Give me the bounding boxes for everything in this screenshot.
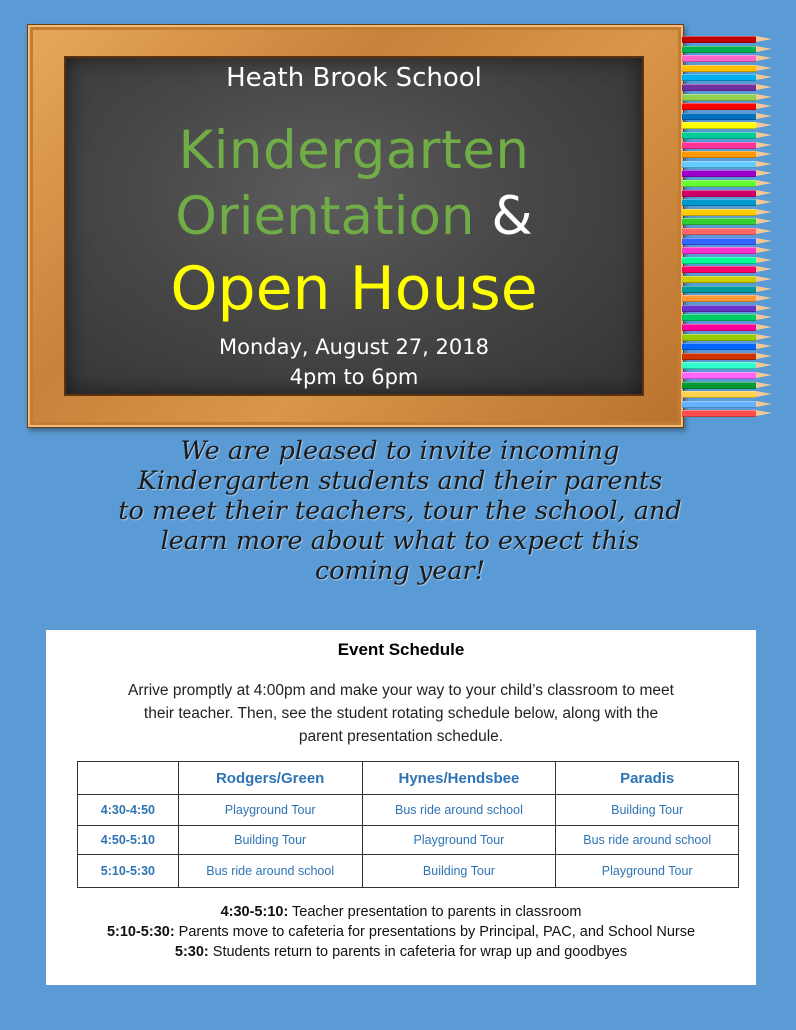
pencil xyxy=(682,382,756,389)
pencil xyxy=(682,161,756,168)
pencil xyxy=(682,257,756,264)
invitation-line: learn more about what to expect this xyxy=(160,526,640,556)
pencil-tip xyxy=(756,353,772,359)
pencil xyxy=(682,74,756,81)
pencil xyxy=(682,401,756,408)
invitation-line: We are pleased to invite incoming xyxy=(180,436,620,466)
pencil xyxy=(682,36,756,43)
pencil xyxy=(682,391,756,398)
pencil-tip xyxy=(756,46,772,52)
pencil-tip xyxy=(756,334,772,340)
table-cell: Bus ride around school xyxy=(178,855,362,888)
arrival-line: Arrive promptly at 4:00pm and make your way to your child’s classroom to meet xyxy=(128,682,674,699)
pencil-tip xyxy=(756,218,772,224)
note-text: Students return to parents in cafeteria for wrap up and goodbyes xyxy=(208,944,628,960)
pencil-tip xyxy=(756,238,772,244)
pencil xyxy=(682,65,756,72)
pencil xyxy=(682,55,756,62)
title-orientation-line xyxy=(66,186,642,247)
table-cell: Building Tour xyxy=(362,855,556,888)
pencil-tip xyxy=(756,372,772,378)
table-header-hynes-hendsbee: Hynes/Hendsbee xyxy=(362,762,556,795)
chalkboard xyxy=(64,56,644,396)
pencil-tip xyxy=(756,180,772,186)
table-header-row xyxy=(78,762,739,795)
table-cell: Bus ride around school xyxy=(556,826,739,855)
pencil-tip xyxy=(756,247,772,253)
pencil-tip xyxy=(756,122,772,128)
pencil-tip xyxy=(756,401,772,407)
pencil xyxy=(682,209,756,216)
pencil-tip xyxy=(756,161,772,167)
pencil-tip xyxy=(756,382,772,388)
pencil xyxy=(682,276,756,283)
table-header-rodgers-green: Rodgers/Green xyxy=(178,762,362,795)
title-kindergarten: Kindergarten xyxy=(178,120,530,181)
note-line xyxy=(46,902,756,922)
event-time: 4pm to 6pm xyxy=(289,365,419,389)
rotation-schedule-table xyxy=(77,761,739,888)
table-row xyxy=(78,795,739,826)
pencil xyxy=(682,372,756,379)
pencil-tip xyxy=(756,209,772,215)
pencil-tip xyxy=(756,142,772,148)
pencil-tip xyxy=(756,391,772,397)
pencil xyxy=(682,190,756,197)
pencil-tip xyxy=(756,295,772,301)
pencil-tip xyxy=(756,228,772,234)
time-slot: 5:10-5:30 xyxy=(78,855,179,888)
table-row xyxy=(78,826,739,855)
pencil xyxy=(682,305,756,312)
pencil-tip xyxy=(756,305,772,311)
pencil xyxy=(682,295,756,302)
pencil xyxy=(682,199,756,206)
pencil-tip xyxy=(756,151,772,157)
note-time: 4:30-5:10: xyxy=(220,904,289,920)
pencil xyxy=(682,103,756,110)
pencil-tip xyxy=(756,94,772,100)
pencil xyxy=(682,180,756,187)
pencil xyxy=(682,84,756,91)
pencil xyxy=(682,314,756,321)
pencil xyxy=(682,247,756,254)
table-cell: Playground Tour xyxy=(178,795,362,826)
arrival-instructions xyxy=(54,679,748,748)
pencil xyxy=(682,132,756,139)
pencil xyxy=(682,113,756,120)
invitation-line: coming year! xyxy=(315,556,485,586)
pencil-tip xyxy=(756,257,772,263)
pencil xyxy=(682,324,756,331)
table-header-paradis: Paradis xyxy=(556,762,739,795)
pencil-tip xyxy=(756,84,772,90)
pencil-tip xyxy=(756,362,772,368)
pencil xyxy=(682,286,756,293)
pencil xyxy=(682,353,756,360)
pencil xyxy=(682,94,756,101)
pencil-tip xyxy=(756,190,772,196)
table-cell: Playground Tour xyxy=(556,855,739,888)
note-time: 5:10-5:30: xyxy=(106,924,175,940)
pencil-tip xyxy=(756,65,772,71)
pencil xyxy=(682,122,756,129)
pencil-tip xyxy=(756,170,772,176)
pencil-tip xyxy=(756,266,772,272)
pencil xyxy=(682,410,756,417)
arrival-line: parent presentation schedule. xyxy=(298,728,504,745)
title-orientation: Orientation xyxy=(175,186,475,247)
pencil xyxy=(682,362,756,369)
table-header-blank xyxy=(78,762,179,795)
pencil xyxy=(682,170,756,177)
schedule-title: Event Schedule xyxy=(337,640,465,659)
time-slot: 4:30-4:50 xyxy=(78,795,179,826)
event-date: Monday, August 27, 2018 xyxy=(219,335,489,359)
table-cell: Bus ride around school xyxy=(362,795,556,826)
pencil-tip xyxy=(756,113,772,119)
arrival-line: their teacher. Then, see the student rotating schedule below, along with the xyxy=(143,705,659,722)
pencil xyxy=(682,218,756,225)
table-cell: Playground Tour xyxy=(362,826,556,855)
pencil-tip xyxy=(756,286,772,292)
table-cell: Building Tour xyxy=(178,826,362,855)
title-open-house: Open House xyxy=(170,254,538,324)
pencil-tip xyxy=(756,103,772,109)
pencil-tip xyxy=(756,343,772,349)
invitation-line: Kindergarten students and their parents xyxy=(137,466,663,496)
parent-presentation-schedule xyxy=(46,902,756,962)
pencil-tip xyxy=(756,199,772,205)
colored-pencils-illustration xyxy=(682,36,778,426)
pencil-tip xyxy=(756,276,772,282)
note-text: Parents move to cafeteria for presentations by Principal, PAC, and School Nurse xyxy=(174,924,696,940)
invitation-text xyxy=(60,436,740,586)
pencil xyxy=(682,343,756,350)
pencil-tip xyxy=(756,324,772,330)
pencil xyxy=(682,46,756,53)
pencil xyxy=(682,334,756,341)
pencil xyxy=(682,142,756,149)
title-ampersand: & xyxy=(491,186,533,247)
note-line xyxy=(46,942,756,962)
pencil xyxy=(682,228,756,235)
pencil-tip xyxy=(756,36,772,42)
pencil-tip xyxy=(756,314,772,320)
event-schedule-panel xyxy=(46,630,756,985)
note-time: 5:30: xyxy=(174,944,209,960)
note-text: Teacher presentation to parents in classroom xyxy=(288,904,582,920)
note-line xyxy=(46,922,756,942)
school-name: Heath Brook School xyxy=(226,63,482,93)
invitation-line: to meet their teachers, tour the school, and xyxy=(118,496,682,526)
pencil-tip xyxy=(756,410,772,416)
pencil-tip xyxy=(756,132,772,138)
pencil xyxy=(682,266,756,273)
time-slot: 4:50-5:10 xyxy=(78,826,179,855)
pencil-tip xyxy=(756,74,772,80)
pencil xyxy=(682,151,756,158)
table-row xyxy=(78,855,739,888)
table-cell: Building Tour xyxy=(556,795,739,826)
pencil-tip xyxy=(756,55,772,61)
pencil xyxy=(682,238,756,245)
